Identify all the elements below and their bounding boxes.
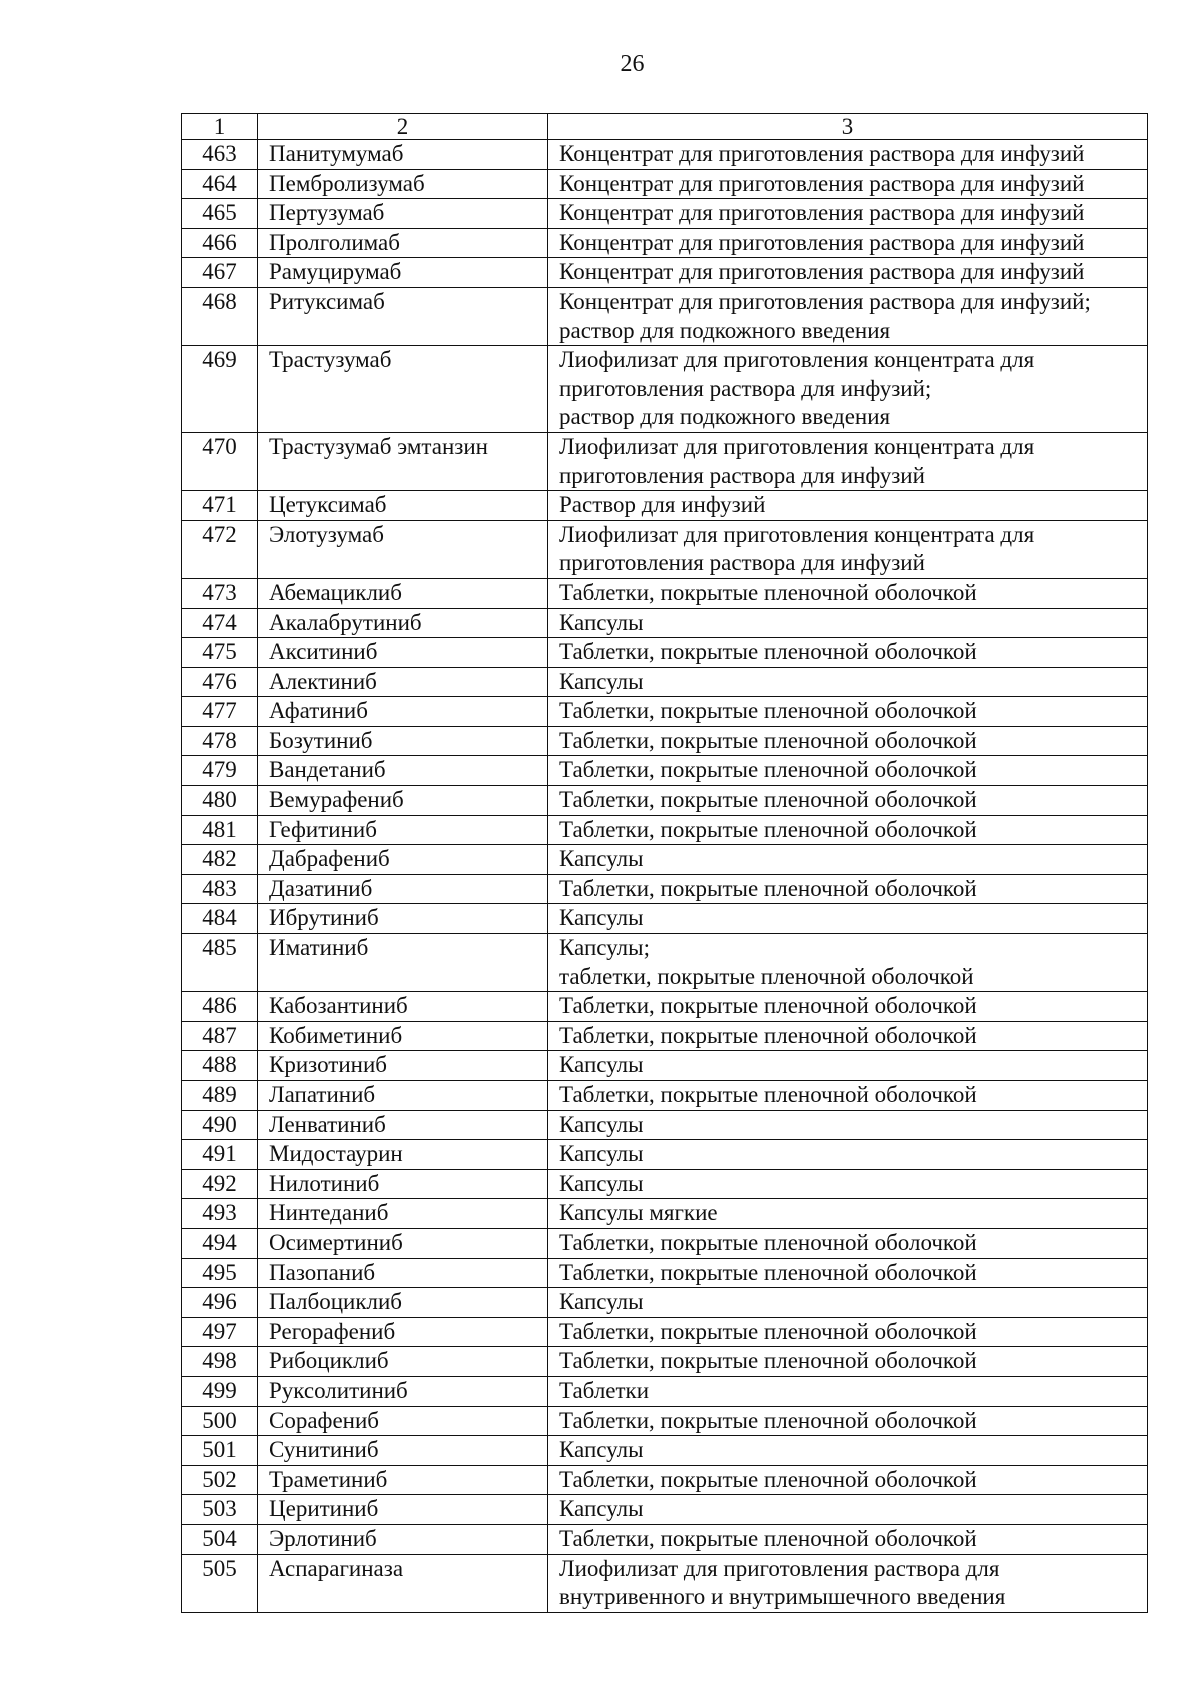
dosage-form-cell: Концентрат для приготовления раствора для инфузий (548, 199, 1148, 229)
row-number-cell: 505 (182, 1554, 258, 1612)
table-row (182, 346, 1148, 433)
table-row (182, 1110, 1148, 1140)
dosage-form-cell: Таблетки, покрытые пленочной оболочкой (548, 1317, 1148, 1347)
table-row (182, 258, 1148, 288)
drug-name-cell: Сунитиниб (258, 1436, 548, 1466)
drug-name-cell: Регорафениб (258, 1317, 548, 1347)
drug-name-cell: Кобиметиниб (258, 1021, 548, 1051)
row-number-cell: 483 (182, 874, 258, 904)
dosage-form-cell: Таблетки, покрытые пленочной оболочкой (548, 697, 1148, 727)
dosage-form-cell: Таблетки, покрытые пленочной оболочкой (548, 815, 1148, 845)
row-number-cell: 480 (182, 786, 258, 816)
table-row (182, 1436, 1148, 1466)
dosage-form-cell: Концентрат для приготовления раствора для инфузий (548, 140, 1148, 170)
dosage-form-cell: Капсулы; таблетки, покрытые пленочной оболочкой (548, 934, 1148, 992)
dosage-form-cell: Таблетки, покрытые пленочной оболочкой (548, 1347, 1148, 1377)
row-number-cell: 488 (182, 1051, 258, 1081)
header-col-2: 2 (258, 114, 548, 140)
dosage-form-cell: Лиофилизат для приготовления концентрата для приготовления раствора для инфузий; раствор для подкожного введения (548, 346, 1148, 433)
table-header-row (182, 114, 1148, 140)
dosage-form-cell: Капсулы (548, 1436, 1148, 1466)
row-number-cell: 491 (182, 1140, 258, 1170)
row-number-cell: 501 (182, 1436, 258, 1466)
row-number-cell: 484 (182, 904, 258, 934)
row-number-cell: 471 (182, 491, 258, 521)
row-number-cell: 466 (182, 228, 258, 258)
table-row (182, 1406, 1148, 1436)
row-number-cell: 481 (182, 815, 258, 845)
drug-name-cell: Вемурафениб (258, 786, 548, 816)
row-number-cell: 494 (182, 1228, 258, 1258)
dosage-form-cell: Концентрат для приготовления раствора для инфузий (548, 258, 1148, 288)
row-number-cell: 482 (182, 845, 258, 875)
row-number-cell: 502 (182, 1465, 258, 1495)
row-number-cell: 470 (182, 432, 258, 490)
row-number-cell: 487 (182, 1021, 258, 1051)
dosage-form-cell: Таблетки, покрытые пленочной оболочкой (548, 1228, 1148, 1258)
drug-name-cell: Иматиниб (258, 934, 548, 992)
medication-table (181, 113, 1148, 1613)
row-number-cell: 476 (182, 667, 258, 697)
row-number-cell: 465 (182, 199, 258, 229)
dosage-form-cell: Таблетки, покрытые пленочной оболочкой (548, 726, 1148, 756)
dosage-form-cell: Лиофилизат для приготовления раствора для внутривенного и внутримышечного введения (548, 1554, 1148, 1612)
drug-name-cell: Трастузумаб (258, 346, 548, 433)
drug-name-cell: Ритуксимаб (258, 287, 548, 345)
row-number-cell: 500 (182, 1406, 258, 1436)
table-row (182, 1347, 1148, 1377)
drug-name-cell: Гефитиниб (258, 815, 548, 845)
dosage-form-cell: Капсулы (548, 845, 1148, 875)
dosage-form-cell: Лиофилизат для приготовления концентрата для приготовления раствора для инфузий (548, 520, 1148, 578)
table-row (182, 697, 1148, 727)
row-number-cell: 468 (182, 287, 258, 345)
header-col-1: 1 (182, 114, 258, 140)
table-row (182, 1317, 1148, 1347)
row-number-cell: 469 (182, 346, 258, 433)
table-row (182, 1021, 1148, 1051)
table-row (182, 199, 1148, 229)
table-row (182, 1081, 1148, 1111)
table-row (182, 638, 1148, 668)
table-row (182, 169, 1148, 199)
drug-name-cell: Алектиниб (258, 667, 548, 697)
drug-name-cell: Вандетаниб (258, 756, 548, 786)
dosage-form-cell: Таблетки, покрытые пленочной оболочкой (548, 1524, 1148, 1554)
row-number-cell: 479 (182, 756, 258, 786)
drug-name-cell: Лапатиниб (258, 1081, 548, 1111)
drug-name-cell: Трастузумаб эмтанзин (258, 432, 548, 490)
table-row (182, 1199, 1148, 1229)
dosage-form-cell: Капсулы (548, 1495, 1148, 1525)
row-number-cell: 493 (182, 1199, 258, 1229)
dosage-form-cell: Капсулы (548, 1051, 1148, 1081)
dosage-form-cell: Таблетки, покрытые пленочной оболочкой (548, 638, 1148, 668)
drug-name-cell: Акалабрутиниб (258, 608, 548, 638)
table-row (182, 1554, 1148, 1612)
dosage-form-cell: Концентрат для приготовления раствора для инфузий (548, 228, 1148, 258)
table-row (182, 432, 1148, 490)
row-number-cell: 495 (182, 1258, 258, 1288)
drug-name-cell: Пазопаниб (258, 1258, 548, 1288)
dosage-form-cell: Раствор для инфузий (548, 491, 1148, 521)
table-row (182, 608, 1148, 638)
dosage-form-cell: Концентрат для приготовления раствора для инфузий (548, 169, 1148, 199)
row-number-cell: 504 (182, 1524, 258, 1554)
drug-name-cell: Элотузумаб (258, 520, 548, 578)
row-number-cell: 486 (182, 992, 258, 1022)
row-number-cell: 474 (182, 608, 258, 638)
drug-name-cell: Нилотиниб (258, 1169, 548, 1199)
table-row (182, 756, 1148, 786)
dosage-form-cell: Капсулы (548, 904, 1148, 934)
dosage-form-cell: Концентрат для приготовления раствора для инфузий; раствор для подкожного введения (548, 287, 1148, 345)
table-row (182, 1258, 1148, 1288)
row-number-cell: 472 (182, 520, 258, 578)
row-number-cell: 467 (182, 258, 258, 288)
dosage-form-cell: Капсулы (548, 608, 1148, 638)
dosage-form-cell: Таблетки, покрытые пленочной оболочкой (548, 786, 1148, 816)
drug-name-cell: Рамуцирумаб (258, 258, 548, 288)
drug-name-cell: Бозутиниб (258, 726, 548, 756)
table-row (182, 1288, 1148, 1318)
dosage-form-cell: Капсулы (548, 1140, 1148, 1170)
drug-name-cell: Пролголимаб (258, 228, 548, 258)
drug-name-cell: Сорафениб (258, 1406, 548, 1436)
drug-name-cell: Руксолитиниб (258, 1376, 548, 1406)
dosage-form-cell: Капсулы (548, 1288, 1148, 1318)
dosage-form-cell: Таблетки, покрытые пленочной оболочкой (548, 578, 1148, 608)
drug-name-cell: Ибрутиниб (258, 904, 548, 934)
row-number-cell: 503 (182, 1495, 258, 1525)
row-number-cell: 478 (182, 726, 258, 756)
dosage-form-cell: Таблетки, покрытые пленочной оболочкой (548, 1406, 1148, 1436)
table-row (182, 578, 1148, 608)
table-row (182, 992, 1148, 1022)
drug-name-cell: Мидостаурин (258, 1140, 548, 1170)
dosage-form-cell: Таблетки, покрытые пленочной оболочкой (548, 1465, 1148, 1495)
table-row (182, 667, 1148, 697)
drug-name-cell: Панитумумаб (258, 140, 548, 170)
drug-name-cell: Церитиниб (258, 1495, 548, 1525)
row-number-cell: 497 (182, 1317, 258, 1347)
table-row (182, 140, 1148, 170)
table-row (182, 1376, 1148, 1406)
drug-name-cell: Дазатиниб (258, 874, 548, 904)
drug-name-cell: Абемациклиб (258, 578, 548, 608)
row-number-cell: 464 (182, 169, 258, 199)
page-number: 26 (620, 51, 645, 77)
dosage-form-cell: Таблетки, покрытые пленочной оболочкой (548, 992, 1148, 1022)
row-number-cell: 477 (182, 697, 258, 727)
dosage-form-cell: Таблетки, покрытые пленочной оболочкой (548, 1021, 1148, 1051)
drug-name-cell: Аспарагиназа (258, 1554, 548, 1612)
header-col-3: 3 (548, 114, 1148, 140)
drug-name-cell: Кризотиниб (258, 1051, 548, 1081)
row-number-cell: 485 (182, 934, 258, 992)
drug-name-cell: Палбоциклиб (258, 1288, 548, 1318)
dosage-form-cell: Таблетки, покрытые пленочной оболочкой (548, 874, 1148, 904)
dosage-form-cell: Таблетки, покрытые пленочной оболочкой (548, 756, 1148, 786)
table-row (182, 1169, 1148, 1199)
dosage-form-cell: Капсулы мягкие (548, 1199, 1148, 1229)
drug-name-cell: Дабрафениб (258, 845, 548, 875)
dosage-form-cell: Капсулы (548, 1110, 1148, 1140)
drug-name-cell: Эрлотиниб (258, 1524, 548, 1554)
row-number-cell: 463 (182, 140, 258, 170)
row-number-cell: 489 (182, 1081, 258, 1111)
row-number-cell: 499 (182, 1376, 258, 1406)
row-number-cell: 475 (182, 638, 258, 668)
table-body (182, 114, 1148, 1613)
row-number-cell: 490 (182, 1110, 258, 1140)
table-row (182, 815, 1148, 845)
drug-name-cell: Акситиниб (258, 638, 548, 668)
table-row (182, 904, 1148, 934)
drug-name-cell: Афатиниб (258, 697, 548, 727)
drug-name-cell: Пембролизумаб (258, 169, 548, 199)
table-row (182, 1051, 1148, 1081)
table-row (182, 786, 1148, 816)
table-row (182, 287, 1148, 345)
drug-name-cell: Цетуксимаб (258, 491, 548, 521)
drug-name-cell: Пертузумаб (258, 199, 548, 229)
table-row (182, 1140, 1148, 1170)
table-row (182, 934, 1148, 992)
table-row (182, 874, 1148, 904)
table-row (182, 845, 1148, 875)
row-number-cell: 498 (182, 1347, 258, 1377)
table-row (182, 1524, 1148, 1554)
dosage-form-cell: Лиофилизат для приготовления концентрата для приготовления раствора для инфузий (548, 432, 1148, 490)
table-row (182, 520, 1148, 578)
table-row (182, 1228, 1148, 1258)
row-number-cell: 496 (182, 1288, 258, 1318)
dosage-form-cell: Таблетки (548, 1376, 1148, 1406)
drug-name-cell: Траметиниб (258, 1465, 548, 1495)
drug-name-cell: Рибоциклиб (258, 1347, 548, 1377)
table-row (182, 228, 1148, 258)
drug-name-cell: Нинтеданиб (258, 1199, 548, 1229)
table-row (182, 491, 1148, 521)
drug-name-cell: Кабозантиниб (258, 992, 548, 1022)
row-number-cell: 473 (182, 578, 258, 608)
table-row (182, 726, 1148, 756)
dosage-form-cell: Капсулы (548, 1169, 1148, 1199)
dosage-form-cell: Таблетки, покрытые пленочной оболочкой (548, 1081, 1148, 1111)
row-number-cell: 492 (182, 1169, 258, 1199)
drug-name-cell: Осимертиниб (258, 1228, 548, 1258)
table-row (182, 1495, 1148, 1525)
drug-name-cell: Ленватиниб (258, 1110, 548, 1140)
dosage-form-cell: Капсулы (548, 667, 1148, 697)
table-row (182, 1465, 1148, 1495)
dosage-form-cell: Таблетки, покрытые пленочной оболочкой (548, 1258, 1148, 1288)
